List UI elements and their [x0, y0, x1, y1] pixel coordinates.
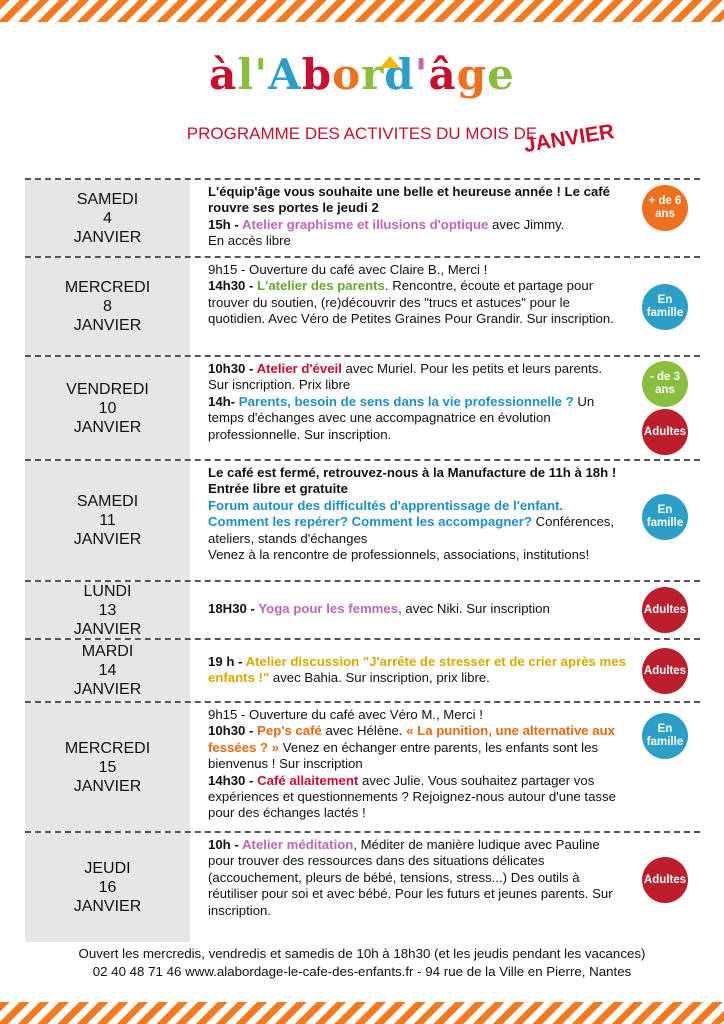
- activity-title: Atelier d'éveil: [256, 361, 342, 376]
- logo-part: d: [384, 50, 415, 99]
- activity-time: 14h30 -: [208, 278, 258, 294]
- date-cell: [25, 833, 190, 942]
- date-cell: [25, 703, 190, 831]
- table-row: [25, 833, 700, 942]
- activity-title: Pep's café: [257, 723, 322, 739]
- activity-time: 18H30 -: [208, 601, 259, 616]
- activity-content: [208, 258, 626, 328]
- day-name: MERCREDI: [64, 739, 151, 757]
- day-month: JANVIER: [73, 620, 142, 638]
- day-month: JANVIER: [73, 228, 142, 246]
- day-number: 14: [98, 662, 117, 679]
- activity-desc: Un temps d'échanges avec une accompagnatrice en évolution professionnelle. Sur inscription.: [208, 393, 595, 442]
- logo-part: à: [209, 50, 238, 99]
- day-number: 13: [98, 601, 117, 619]
- date-cell: [25, 582, 190, 638]
- activity-time: 10h -: [208, 837, 242, 852]
- table-row: [25, 461, 700, 582]
- day-month: JANVIER: [73, 898, 142, 915]
- activity-desc: avec Hélène.: [321, 723, 407, 739]
- activity-content: [208, 582, 626, 617]
- age-badge: + de 6 ans: [642, 185, 688, 231]
- family-badge: En famille: [642, 284, 688, 330]
- logo-part: A: [268, 50, 302, 99]
- activity-line: 9h15 - Ouverture du café avec Véro M., Merci !: [208, 707, 483, 722]
- day-month: JANVIER: [73, 317, 142, 334]
- activity-content: [208, 180, 626, 250]
- day-name: VENDREDI: [66, 380, 149, 398]
- date-cell: [25, 258, 190, 355]
- activity-line: [208, 217, 626, 233]
- day-month: JANVIER: [73, 418, 142, 436]
- contact-info: 02 40 48 71 46 www.alabordage-le-cafe-des-enfants.fr - 94 rue de la Ville en Pierre, Nantes: [92, 964, 632, 979]
- activity-line: Le café est fermé, retrouvez-nous à la Manufacture de 11h à 18h ! Entrée libre et gratuite: [208, 465, 617, 497]
- day-number: 10: [98, 399, 117, 417]
- activity-time: 10h30 -: [208, 361, 257, 376]
- activity-desc: avec Bahia. Sur inscription, prix libre.: [269, 670, 490, 686]
- day-month: JANVIER: [73, 531, 142, 548]
- activity-desc: , Méditer de manière ludique avec Pauline pour trouver des ressources dans des situations délicates (accouchement, pleurs de bébé, tensions, stress...) Des outils à réutiliser pour soi et avec bébé. Pour les futurs et jeunes parents. Sur inscription.: [208, 837, 613, 918]
- activity-title: L'atelier des parents: [257, 278, 385, 294]
- logo-part: b: [301, 50, 333, 99]
- activity-time: 19 h -: [208, 654, 246, 669]
- opening-hours: Ouvert les mercredis, vendredis et samedis de 10h à 18h30 (et les jeudis pendant les vacances): [78, 946, 646, 961]
- activity-line: [208, 498, 626, 547]
- table-row: [25, 582, 700, 640]
- logo-part: g: [456, 50, 488, 99]
- day-month: JANVIER: [73, 777, 142, 795]
- activity-line: [208, 773, 626, 822]
- day-number: 11: [99, 512, 116, 529]
- footer: [0, 945, 724, 981]
- table-row: [25, 258, 700, 357]
- table-row: [25, 640, 700, 703]
- day-name: JEUDI: [84, 860, 131, 877]
- bottom-stripe-border: [0, 1002, 724, 1024]
- day-name: SAMEDI: [76, 190, 139, 208]
- activity-title: Atelier méditation: [241, 837, 354, 852]
- activity-desc: avec Niki. Sur inscription: [401, 601, 550, 616]
- activity-line: [208, 278, 626, 327]
- activity-title: Forum autour des difficultés d'apprentissage de l'enfant. Comment les repérer? Comment les accompagner?: [208, 497, 564, 530]
- date-cell: [25, 461, 190, 580]
- activity-desc: avec Julie. Vous souhaitez partager vos expériences et questionnements ? Rejoignez-nous autour d'une tasse pour des échanges lactés !: [208, 772, 616, 821]
- activity-content: [208, 833, 626, 919]
- day-number: 16: [98, 879, 117, 896]
- date-cell: [25, 180, 190, 256]
- logo-part: l': [237, 50, 269, 99]
- table-row: [25, 703, 700, 833]
- family-badge: En famille: [642, 494, 688, 540]
- activity-desc: avec Muriel. Pour les petits et leurs parents. Sur isncription. Prix libre: [208, 361, 603, 393]
- activity-title: Yoga pour les femmes,: [258, 601, 402, 616]
- activity-line: [208, 394, 626, 443]
- day-name: MARDI: [81, 643, 134, 660]
- activity-line: [208, 837, 626, 919]
- activity-time: 15h -: [208, 216, 242, 232]
- logo-part: o: [332, 50, 362, 99]
- adults-badge: Adultes: [642, 587, 688, 633]
- day-number: 8: [103, 298, 112, 315]
- activity-title: Café allaitement: [257, 772, 359, 788]
- activity-content: [208, 461, 626, 563]
- activity-time: 14h-: [208, 393, 239, 409]
- activity-title: Atelier discussion "J'arrête de stresser et de crier après mes enfants !": [208, 654, 626, 686]
- date-cell: [25, 640, 190, 701]
- activity-desc: . Rencontre, écoute et partage pour trouver du soutien, (re)découvrir des "trucs et astuces" pour le quotidien. Avec Véro de Petites Graines Pour Grandir. Sur inscription.: [208, 278, 614, 327]
- logo-part: â: [428, 50, 457, 99]
- activity-desc: avec Jimmy.: [488, 216, 565, 232]
- month-title: JANVIER: [522, 120, 616, 158]
- logo-part: ': [414, 50, 429, 99]
- adults-badge: Adultes: [642, 857, 688, 903]
- activity-line: En accès libre: [208, 233, 291, 249]
- day-name: SAMEDI: [76, 493, 139, 510]
- page-title: PROGRAMME DES ACTIVITES DU MOIS DE: [186, 124, 538, 143]
- activities-table: [25, 178, 700, 942]
- top-stripe-border: [0, 0, 724, 22]
- activity-desc: Venez en échanger entre parents, les enfants sont les bienvenus ! Sur inscription: [208, 739, 599, 772]
- activity-line: [208, 361, 626, 394]
- activity-desc: Conférences, ateliers, stands d'échanges: [208, 514, 615, 546]
- day-name: LUNDI: [83, 582, 132, 600]
- logo: [0, 50, 724, 99]
- activity-subtitle: « La punition, une alternative aux fessées ? »: [208, 723, 615, 755]
- activity-content: [208, 703, 626, 822]
- activity-line: Venez à la rencontre de professionnels, associations, institutions!: [208, 547, 590, 563]
- activity-line: 9h15 - Ouverture du café avec Claire B., Merci !: [208, 262, 488, 277]
- table-row: [25, 178, 700, 258]
- table-row: [25, 357, 700, 461]
- date-cell: [25, 357, 190, 459]
- day-name: MERCREDI: [64, 279, 151, 296]
- logo-part: r: [361, 50, 385, 99]
- activity-title: Parents, besoin de sens dans la vie professionnelle ?: [238, 393, 574, 409]
- activity-line: [208, 601, 626, 617]
- family-badge: En famille: [642, 713, 688, 759]
- age-badge: - de 3 ans: [642, 361, 688, 407]
- day-month: JANVIER: [73, 681, 142, 698]
- activity-title: Atelier graphisme et illusions d'optique: [241, 216, 489, 232]
- hat-icon: [380, 56, 400, 68]
- day-number: 15: [98, 758, 117, 776]
- activity-time: 10h30 -: [208, 723, 258, 739]
- activity-time: 14h30 -: [208, 772, 258, 788]
- adults-badge: Adultes: [642, 648, 688, 694]
- activity-line: [208, 723, 626, 772]
- activity-content: [208, 357, 626, 443]
- logo-part: e: [487, 50, 515, 99]
- activity-content: [208, 640, 626, 687]
- activity-line: [208, 654, 626, 687]
- activity-line: L'équip'âge vous souhaite une belle et heureuse année ! Le café rouvre ses portes le jeudi 2: [208, 184, 611, 216]
- adults-badge: Adultes: [642, 409, 688, 455]
- day-number: 4: [103, 209, 112, 227]
